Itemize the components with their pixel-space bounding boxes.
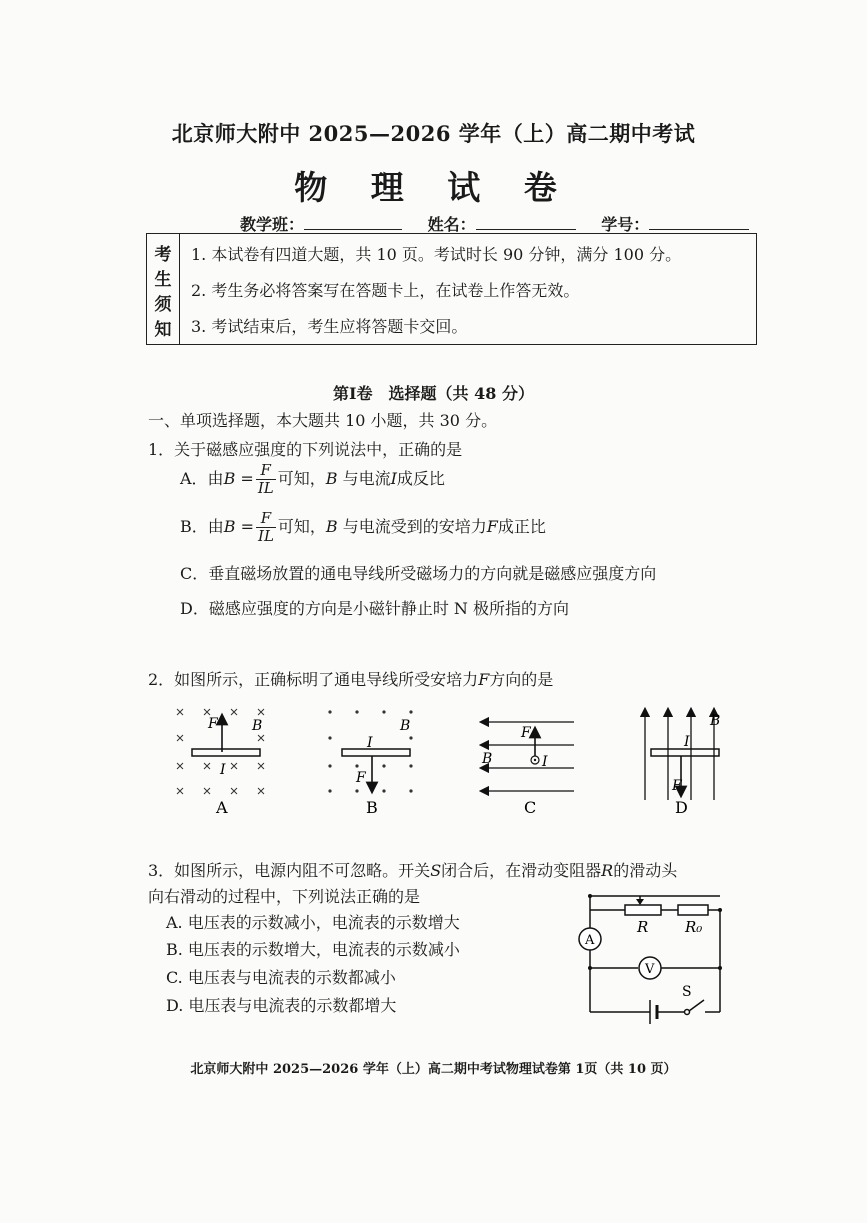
svg-text:F: F <box>521 725 531 741</box>
field-cross <box>204 709 210 715</box>
svg-text:D: D <box>675 798 688 817</box>
question-2-stem: 2．如图所示，正确标明了通电导线所受安培力F方向的是 <box>148 670 554 689</box>
svg-text:B: B <box>710 713 721 729</box>
figure-a <box>177 709 264 817</box>
question-3-stem-line2: 向右滑动的过程中，下列说法正确的是 <box>148 887 421 906</box>
field-dot <box>355 710 358 713</box>
part-title: 一、单项选择题，本大题共 10 小题，共 30 分。 <box>148 411 498 430</box>
field-dot <box>409 736 412 739</box>
id-blank[interactable] <box>649 214 749 230</box>
field-dot <box>409 764 412 767</box>
svg-text:I: I <box>542 754 548 770</box>
student-info-line <box>240 212 749 235</box>
svg-text:B: B <box>400 718 411 734</box>
field-dot <box>409 710 412 713</box>
svg-text:R₀: R₀ <box>685 918 703 936</box>
school-exam-title: 北京师大附中 2025—2026 学年（上）高二期中考试 <box>171 121 696 146</box>
question-3-stem-line1: 3．如图所示，电源内阻不可忽略。开关S闭合后，在滑动变阻器R的滑动头 <box>148 861 678 880</box>
question-3-option-c[interactable]: C. 电压表与电流表的示数都减小 <box>166 968 396 987</box>
name-label: 姓名： <box>427 215 476 234</box>
subject-title: 物 理 试 卷 <box>294 168 573 207</box>
cross-grid <box>177 709 264 794</box>
figure-d <box>645 712 720 817</box>
field-dot <box>328 710 331 713</box>
field-cross <box>231 763 237 769</box>
exam-notice-box <box>146 233 757 345</box>
field-dot <box>409 789 412 792</box>
notice-item: 1. 本试卷有四道大题，共 10 页。考试时长 90 分钟，满分 100 分。 <box>191 245 682 264</box>
figure-c <box>481 722 574 817</box>
field-cross <box>204 763 210 769</box>
svg-text:A: A <box>216 798 228 817</box>
question-1-option-c[interactable]: C．垂直磁场放置的通电导线所受磁场力的方向就是磁感应强度方向 <box>180 564 657 583</box>
question-1-option-d[interactable]: D．磁感应强度的方向是小磁针静止时 N 极所指的方向 <box>180 599 570 618</box>
field-dot <box>382 789 385 792</box>
field-cross <box>204 788 210 794</box>
notice-item: 3. 考试结束后，考生应将答题卡交回。 <box>191 317 468 336</box>
field-dot <box>328 736 331 739</box>
svg-text:B: B <box>252 718 263 734</box>
question-3-circuit <box>570 888 740 1028</box>
field-dot <box>355 764 358 767</box>
field-dot <box>328 764 331 767</box>
notice-item: 2. 考生务必将答案写在答题卡上，在试卷上作答无效。 <box>191 281 580 300</box>
class-blank[interactable] <box>304 214 402 230</box>
field-cross <box>177 735 183 741</box>
field-cross <box>177 788 183 794</box>
page-footer: 北京师大附中 2025—2026 学年（上）高二期中考试物理试卷第 1页（共 10 页） <box>190 1062 677 1077</box>
field-cross <box>231 709 237 715</box>
svg-text:B: B <box>366 798 378 817</box>
svg-text:I: I <box>220 762 226 778</box>
question-3-option-b[interactable]: B. 电压表的示数增大，电流表的示数减小 <box>166 940 460 959</box>
svg-text:F: F <box>672 778 682 794</box>
name-blank[interactable] <box>476 214 576 230</box>
svg-text:F: F <box>356 770 366 786</box>
field-cross <box>258 788 264 794</box>
question-3-option-a[interactable]: A. 电压表的示数减小，电流表的示数增大 <box>166 913 460 932</box>
formula-fraction: $\frac{F}{IL}$ <box>257 461 274 497</box>
svg-text:R: R <box>637 918 649 936</box>
svg-text:F: F <box>208 716 218 732</box>
field-dot <box>382 764 385 767</box>
svg-text:V: V <box>645 962 655 977</box>
question-2-figures <box>160 700 780 825</box>
field-dot <box>355 789 358 792</box>
question-1-stem: 1．关于磁感应强度的下列说法中，正确的是 <box>148 440 463 459</box>
field-dot <box>382 710 385 713</box>
id-label: 学号： <box>601 215 650 234</box>
field-cross <box>258 735 264 741</box>
figure-b <box>328 710 412 817</box>
formula-fraction: $\frac{F}{IL}$ <box>258 509 274 545</box>
field-cross <box>258 763 264 769</box>
question-3-option-d[interactable]: D. 电压表与电流表的示数都增大 <box>166 996 397 1015</box>
field-cross <box>258 709 264 715</box>
field-cross <box>177 709 183 715</box>
svg-text:S: S <box>682 984 692 1000</box>
field-dot <box>328 789 331 792</box>
svg-text:C: C <box>524 798 537 817</box>
svg-text:I: I <box>367 735 373 751</box>
class-label: 教学班： <box>240 215 305 234</box>
svg-text:B: B <box>482 751 493 767</box>
question-1-option-b[interactable]: B．由B = $\frac{F}{IL}$ 可知，B 与电流受到的安培力F成正比 <box>180 509 546 545</box>
svg-text:I: I <box>684 734 690 750</box>
notice-heading: 考 生 须 知 <box>147 234 180 344</box>
question-1-option-a[interactable]: A．由B = $\frac{F}{IL}$ 可知，B 与电流I成反比 <box>180 461 445 497</box>
svg-text:A: A <box>585 933 595 948</box>
field-cross <box>177 763 183 769</box>
volume-title: 第I卷 选择题（共 48 分） <box>333 384 534 403</box>
field-cross <box>231 788 237 794</box>
